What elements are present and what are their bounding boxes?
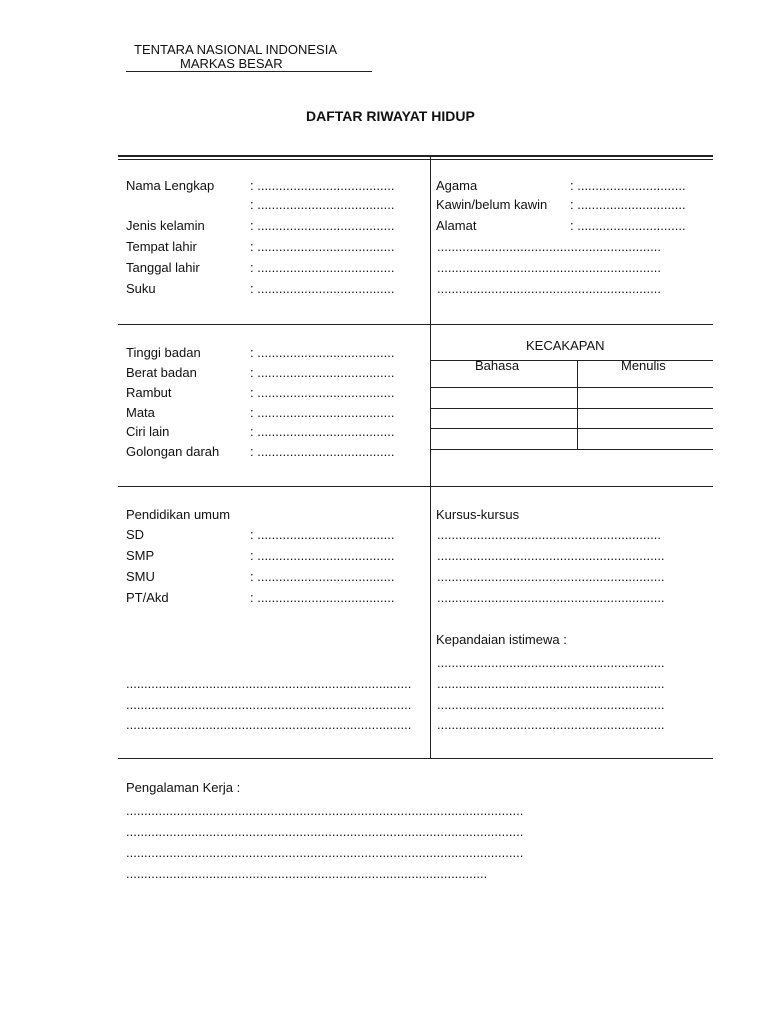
field-alamat-line-3[interactable]: ..............................................................	[437, 281, 661, 296]
label-tinggi-badan: Tinggi badan	[126, 345, 201, 360]
label-pt-akd: PT/Akd	[126, 590, 169, 605]
kecakapan-row-line-4	[430, 449, 713, 450]
kecakapan-col-menulis: Menulis	[621, 358, 666, 373]
page-title: DAFTAR RIWAYAT HIDUP	[306, 108, 475, 124]
label-rambut: Rambut	[126, 385, 172, 400]
label-sd: SD	[126, 527, 145, 542]
label-golongan-darah: Golongan darah	[126, 444, 220, 459]
org-line-1: TENTARA NASIONAL INDONESIA	[134, 42, 337, 57]
field-smp[interactable]: : ......................................	[250, 548, 395, 563]
field-pendidikan-line-3[interactable]: ...............................................................................	[126, 717, 412, 732]
label-jenis-kelamin: Jenis kelamin	[126, 218, 205, 233]
field-jenis-kelamin[interactable]: : ......................................	[250, 218, 395, 233]
field-alamat[interactable]: : ..............................	[570, 218, 686, 233]
field-alamat-line-2[interactable]: ..............................................................	[437, 260, 661, 275]
field-kepandaian-line-1[interactable]: ...............................................................	[437, 655, 665, 670]
label-smu: SMU	[126, 569, 155, 584]
field-sd[interactable]: : ......................................	[250, 527, 395, 542]
center-divider	[430, 157, 431, 758]
label-kursus: Kursus-kursus	[436, 507, 520, 522]
field-pengalaman-line-1[interactable]: ..............................................................................................................	[126, 803, 524, 818]
label-nama-lengkap: Nama Lengkap	[126, 178, 215, 193]
field-smu[interactable]: : ......................................	[250, 569, 395, 584]
label-berat-badan: Berat badan	[126, 365, 197, 380]
field-pengalaman-line-2[interactable]: ..............................................................................................................	[126, 824, 524, 839]
section-3-divider	[118, 758, 713, 759]
label-mata: Mata	[126, 405, 155, 420]
field-nama-lengkap[interactable]: : ......................................	[250, 178, 395, 193]
kecakapan-row-line-1	[430, 387, 713, 388]
field-kursus-line-3[interactable]: ...............................................................	[437, 569, 665, 584]
field-kepandaian-line-4[interactable]: ...............................................................	[437, 717, 665, 732]
label-alamat: Alamat	[436, 218, 477, 233]
label-suku: Suku	[126, 281, 156, 296]
top-double-line-1	[118, 155, 713, 157]
label-kawin: Kawin/belum kawin	[436, 197, 548, 212]
field-kepandaian-line-2[interactable]: ...............................................................	[437, 676, 665, 691]
kecakapan-row-line-3	[430, 428, 713, 429]
field-tinggi-badan[interactable]: : ......................................	[250, 345, 395, 360]
label-tanggal-lahir: Tanggal lahir	[126, 260, 200, 275]
field-rambut[interactable]: : ......................................	[250, 385, 395, 400]
top-double-line-2	[118, 159, 713, 160]
label-pendidikan-umum: Pendidikan umum	[126, 507, 231, 522]
label-smp: SMP	[126, 548, 155, 563]
kecakapan-col-bahasa: Bahasa	[475, 358, 520, 373]
label-kepandaian-istimewa: Kepandaian istimewa :	[436, 632, 567, 647]
field-kursus-line-2[interactable]: ...............................................................	[437, 548, 665, 563]
field-pt-akd[interactable]: : ......................................	[250, 590, 395, 605]
header-underline	[126, 71, 372, 72]
field-alamat-line-1[interactable]: ..............................................................	[437, 239, 661, 254]
field-tanggal-lahir[interactable]: : ......................................	[250, 260, 395, 275]
org-line-2: MARKAS BESAR	[180, 56, 283, 71]
field-suku[interactable]: : ......................................	[250, 281, 395, 296]
field-ciri-lain[interactable]: : ......................................	[250, 424, 395, 439]
field-nama-lengkap-2[interactable]: : ......................................	[250, 197, 395, 212]
field-golongan-darah[interactable]: : ......................................	[250, 444, 395, 459]
field-tempat-lahir[interactable]: : ......................................	[250, 239, 395, 254]
label-pengalaman-kerja: Pengalaman Kerja :	[126, 780, 241, 795]
field-kepandaian-line-3[interactable]: ...............................................................	[437, 697, 665, 712]
field-pendidikan-line-2[interactable]: ...............................................................................	[126, 697, 412, 712]
field-mata[interactable]: : ......................................	[250, 405, 395, 420]
field-kursus-line-1[interactable]: ..............................................................	[437, 527, 661, 542]
kecakapan-title: KECAKAPAN	[526, 338, 605, 353]
kecakapan-col-divider	[577, 360, 578, 450]
section-2-divider	[118, 486, 713, 487]
field-pendidikan-line-1[interactable]: ...............................................................................	[126, 676, 412, 691]
section-1-divider	[118, 324, 713, 325]
label-agama: Agama	[436, 178, 478, 193]
label-ciri-lain: Ciri lain	[126, 424, 170, 439]
field-pengalaman-line-3[interactable]: ..............................................................................................................	[126, 845, 524, 860]
field-pengalaman-line-4[interactable]: ....................................................................................................	[126, 866, 488, 881]
label-tempat-lahir: Tempat lahir	[126, 239, 197, 254]
field-kursus-line-4[interactable]: ...............................................................	[437, 590, 665, 605]
kecakapan-header-line	[430, 360, 713, 361]
field-kawin[interactable]: : ..............................	[570, 197, 686, 212]
kecakapan-row-line-2	[430, 408, 713, 409]
field-agama[interactable]: : ..............................	[570, 178, 686, 193]
field-berat-badan[interactable]: : ......................................	[250, 365, 395, 380]
